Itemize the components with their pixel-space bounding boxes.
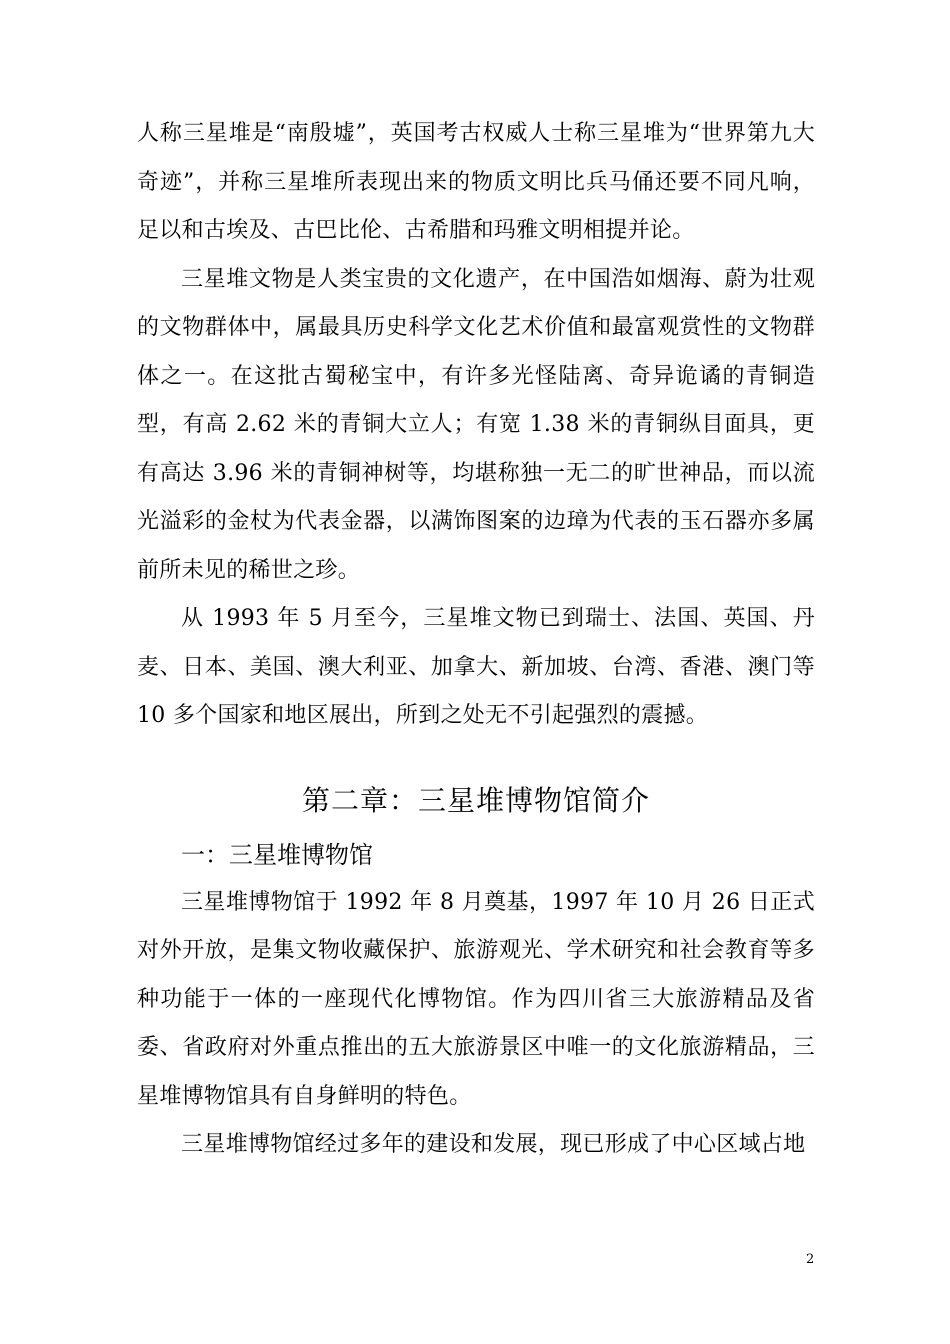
chapter-title: 第二章：三星堆博物馆简介	[301, 783, 650, 817]
paragraph-continuation: 人称三星堆是“南殷墟”，英国考古权威人士称三星堆为“世界第九大奇迹”，并称三星堆所表现出来的物质文明比兵马俑还要不同凡响，足以和古埃及、古巴比伦、古希腊和玛雅文明相提并论。	[137, 121, 815, 243]
paragraph-exhibitions: 从 1993 年 5 月至今，三星堆文物已到瑞士、法国、英国、丹麦、日本、美国、澳大利亚、加拿大、新加坡、台湾、香港、澳门等 10 多个国家和地区展出，所到之处无不引起强烈的震撼。	[137, 606, 815, 728]
paragraph-artifacts: 三星堆文物是人类宝贵的文化遗产，在中国浩如烟海、蔚为壮观的文物群体中，属最具历史科学文化艺术价值和最富观赏性的文物群体之一。在这批古蜀秘宝中，有许多光怪陆离、奇异诡谲的青铜造型，有高 2.62 米的青铜大立人；有宽 1.38 米的青铜纵目面具，更有高达 3.96 米的青铜神树等，均堪称独一无二的旷世神品，而以流光溢彩的金杖为代表金器，以满饰图案的边璋为代表的玉石器亦多属前所未见的稀世之珍。	[137, 266, 815, 583]
paragraph-museum-development: 三星堆博物馆经过多年的建设和发展，现已形成了中心区域占地	[181, 1132, 806, 1157]
section-title: 一：三星堆博物馆	[181, 840, 373, 869]
paragraph-museum-intro: 三星堆博物馆于 1992 年 8 月奠基，1997 年 10 月 26 日正式对外开放，是集文物收藏保护、旅游观光、学术研究和社会教育等多种功能于一体的一座现代化博物馆。作为四川省三大旅游精品及省委、省政府对外重点推出的五大旅游景区中唯一的文化旅游精品，三星堆博物馆具有自身鲜明的特色。	[137, 889, 815, 1109]
page-body	[137, 110, 815, 1170]
page-number: 2	[806, 1252, 815, 1267]
